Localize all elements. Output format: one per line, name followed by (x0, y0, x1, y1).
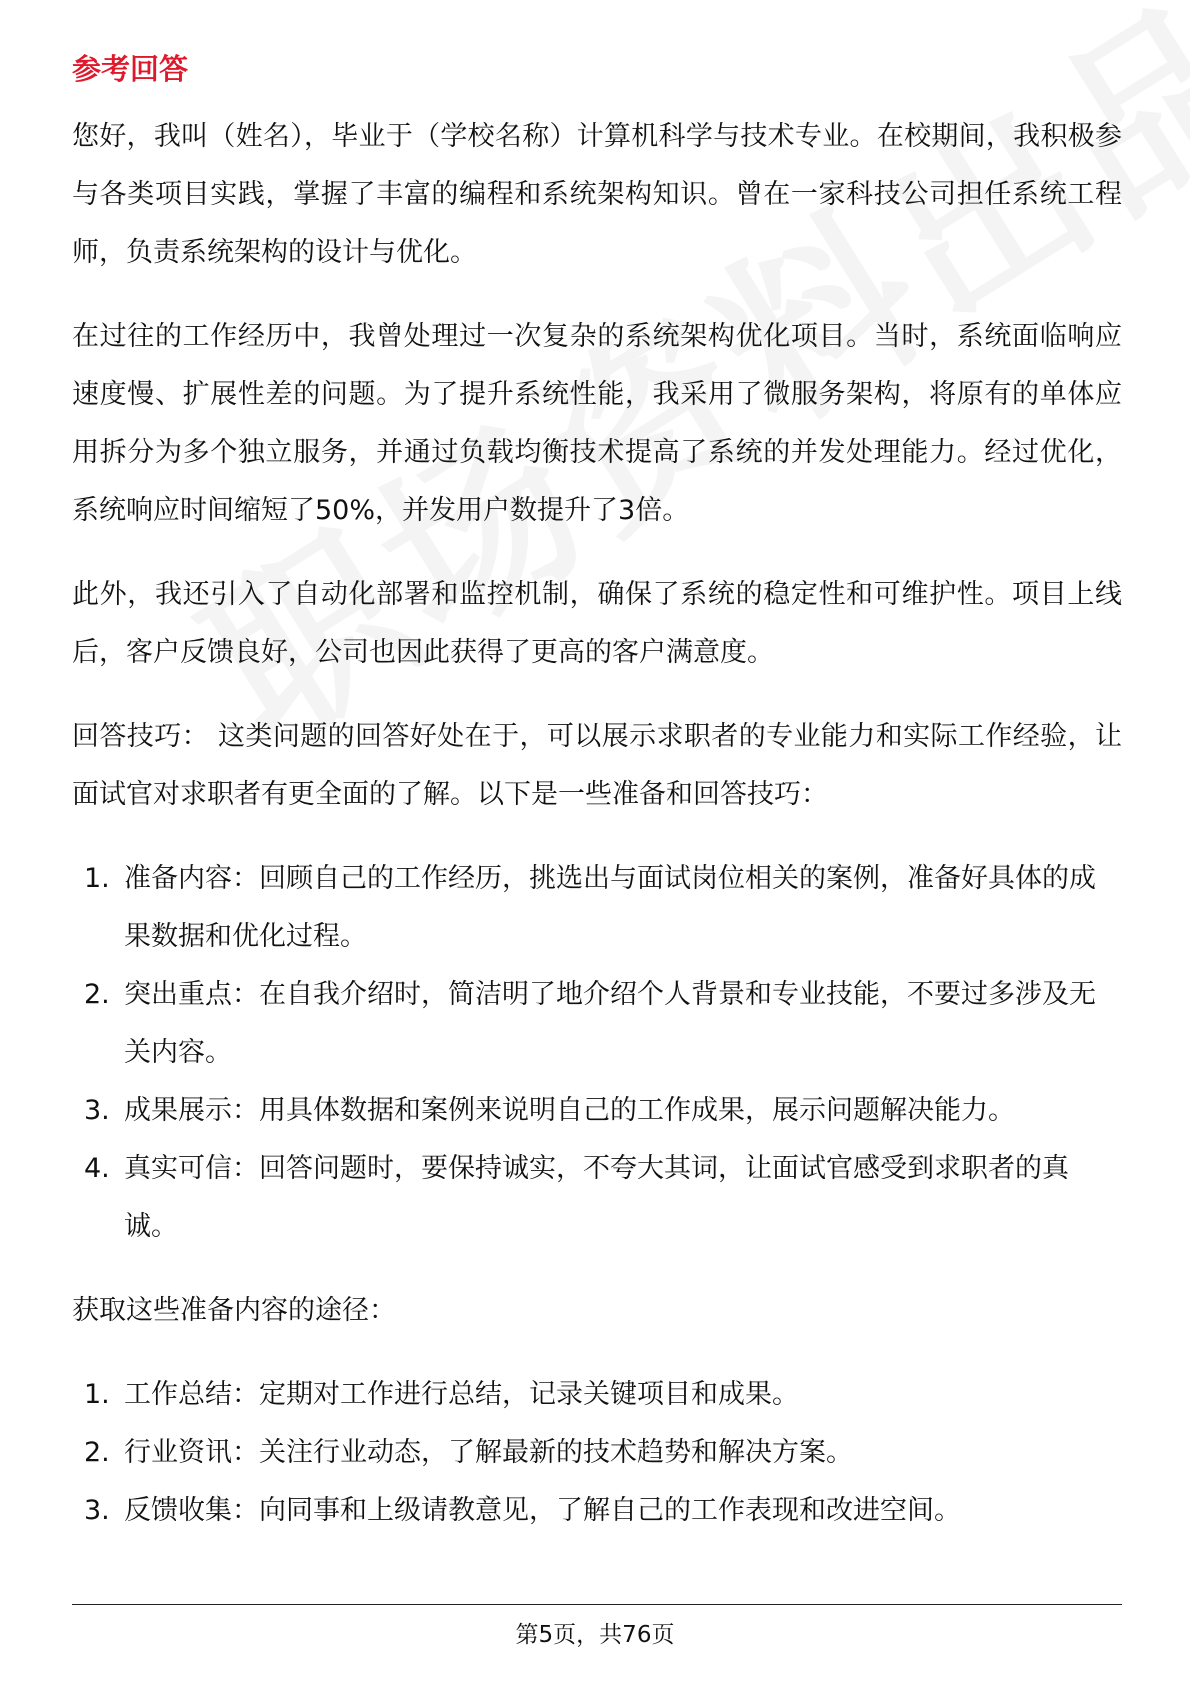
list-text: 准备内容：回顾自己的工作经历，挑选出与面试岗位相关的案例，准备好具体的成果数据和优化过程。 (124, 863, 1096, 952)
sources-list (72, 1366, 1122, 1540)
list-text: 反馈收集：向同事和上级请教意见，了解自己的工作表现和改进空间。 (124, 1495, 961, 1526)
sources-title: 获取这些准备内容的途径： (72, 1295, 396, 1326)
document-body (72, 48, 1122, 1566)
list-item (72, 1482, 1122, 1540)
section-title: 参考回答 (72, 52, 189, 86)
list-text: 行业资讯：关注行业动态，了解最新的技术趋势和解决方案。 (124, 1437, 853, 1468)
page-number: 第5页，共76页 (515, 1622, 675, 1648)
paragraph-tips-intro: 回答技巧： 这类问题的回答好处在于，可以展示求职者的专业能力和实际工作经验，让面试官对求职者有更全面的了解。以下是一些准备和回答技巧： (72, 721, 1122, 810)
list-number: 3. (84, 1495, 110, 1526)
list-number: 2. (84, 979, 110, 1010)
list-number: 2. (84, 1437, 110, 1468)
footer-divider (72, 1604, 1122, 1605)
paragraph-additional: 此外，我还引入了自动化部署和监控机制，确保了系统的稳定性和可维护性。项目上线后，客户反馈良好，公司也因此获得了更高的客户满意度。 (72, 579, 1122, 668)
list-item (72, 1366, 1122, 1424)
list-number: 3. (84, 1095, 110, 1126)
tips-list (72, 850, 1122, 1256)
list-item (72, 1424, 1122, 1482)
list-number: 4. (84, 1153, 110, 1184)
list-item (72, 1082, 1122, 1140)
list-text: 工作总结：定期对工作进行总结，记录关键项目和成果。 (124, 1379, 799, 1410)
list-text: 真实可信：回答问题时，要保持诚实，不夸大其词，让面试官感受到求职者的真诚。 (124, 1153, 1069, 1242)
list-text: 成果展示：用具体数据和案例来说明自己的工作成果，展示问题解决能力。 (124, 1095, 1015, 1126)
list-text: 突出重点：在自我介绍时，简洁明了地介绍个人背景和专业技能，不要过多涉及无关内容。 (124, 979, 1096, 1068)
list-item (72, 966, 1122, 1082)
list-item (72, 850, 1122, 966)
paragraph-intro: 您好，我叫（姓名），毕业于（学校名称）计算机科学与技术专业。在校期间，我积极参与各类项目实践，掌握了丰富的编程和系统架构知识。曾在一家科技公司担任系统工程师，负责系统架构的设计与优化。 (72, 121, 1122, 268)
list-number: 1. (84, 1379, 110, 1410)
paragraph-experience: 在过往的工作经历中，我曾处理过一次复杂的系统架构优化项目。当时，系统面临响应速度慢、扩展性差的问题。为了提升系统性能，我采用了微服务架构，将原有的单体应用拆分为多个独立服务，并通过负载均衡技术提高了系统的并发处理能力。经过优化，系统响应时间缩短了50%，并发用户数提升了3倍。 (72, 321, 1122, 526)
list-number: 1. (84, 863, 110, 894)
list-item (72, 1140, 1122, 1256)
